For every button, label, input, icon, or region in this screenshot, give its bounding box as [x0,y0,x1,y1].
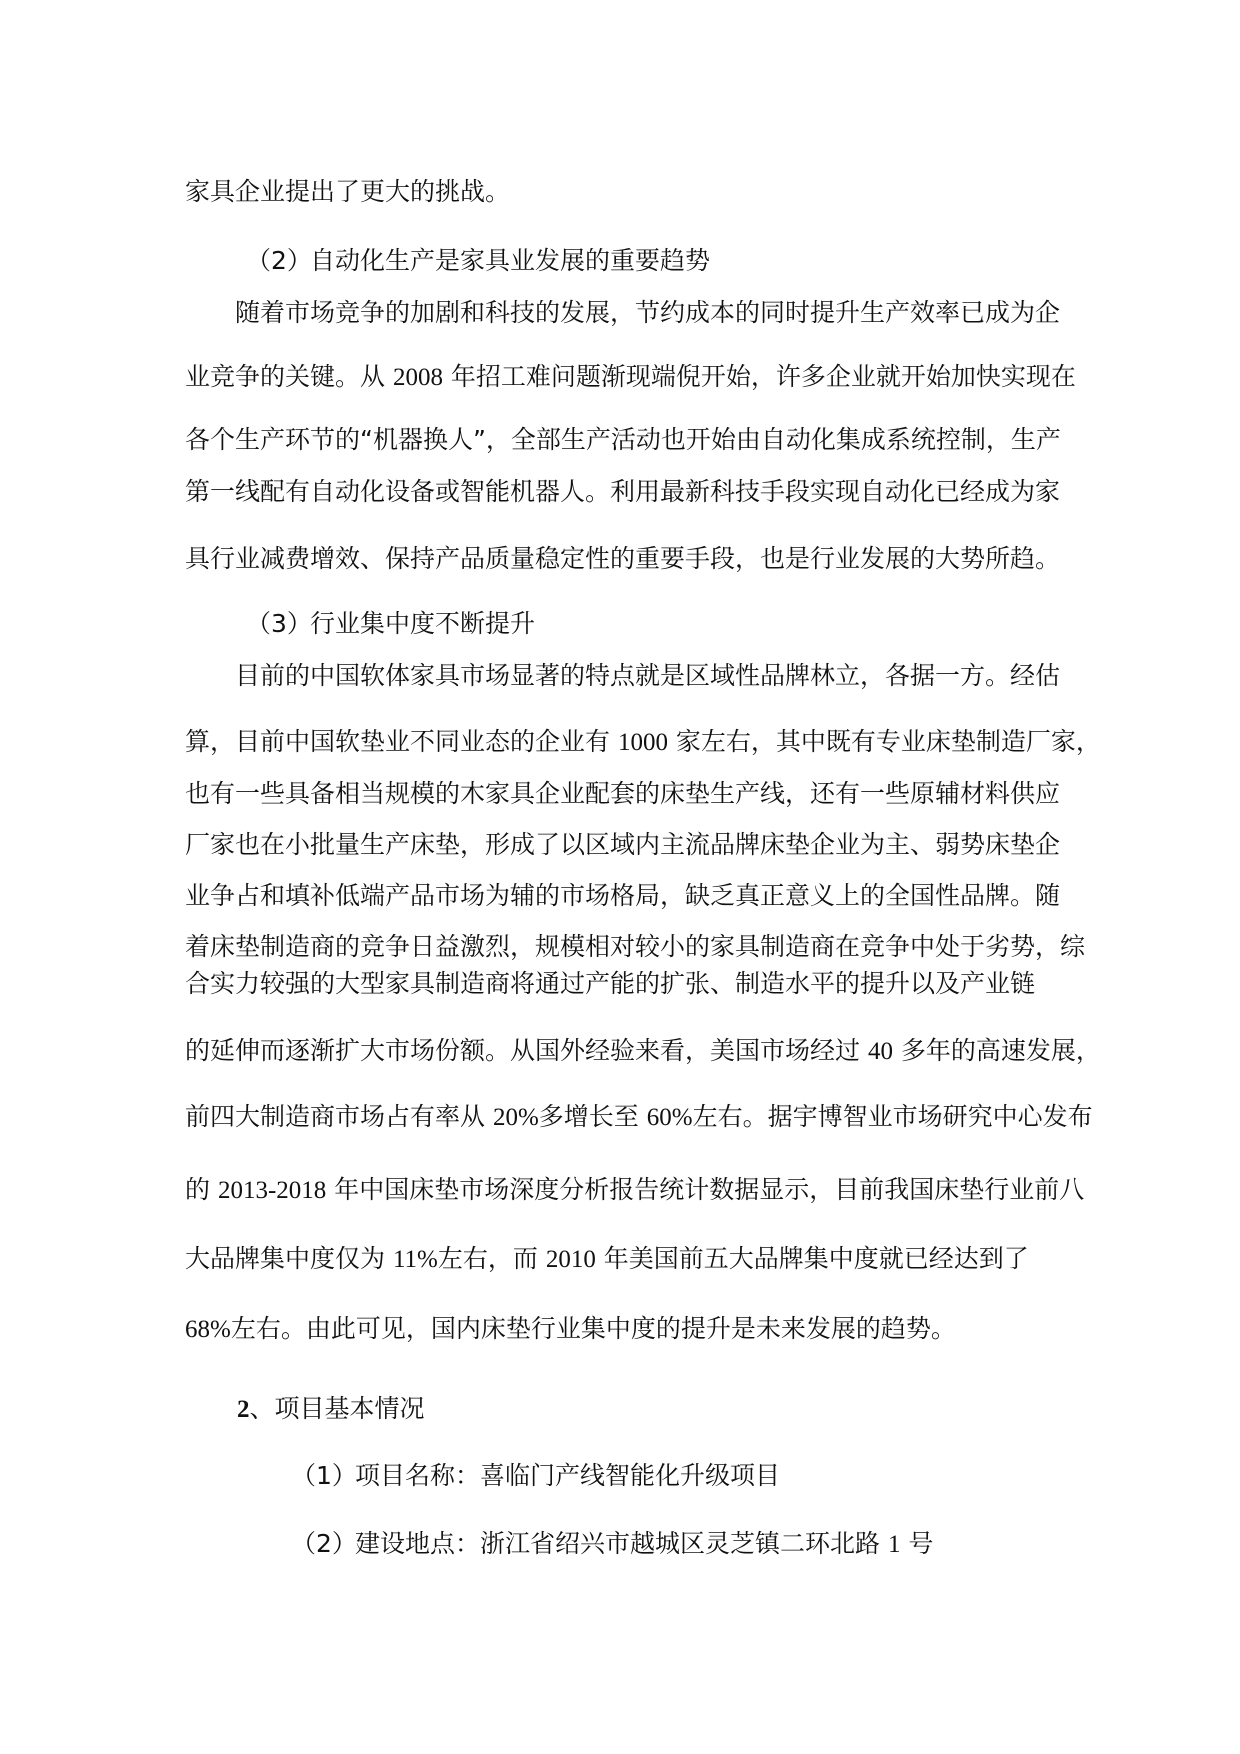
text-line: 业争占和填补低端产品市场为辅的市场格局，缺乏真正意义上的全国性品牌。随 [185,881,1061,910]
text-line: 家具企业提出了更大的挑战。 [185,177,511,206]
subsection-heading [246,245,710,277]
text-line: 前四大制造商市场占有率从 20%多增长至 60%左右。据宇博智业市场研究中心发布 [185,1102,1093,1131]
text-line: 68%左右。由此可见，国内床垫行业集中度的提升是未来发展的趋势。 [185,1314,956,1343]
text-line: 第一线配有自动化设备或智能机器人。利用最新科技手段实现自动化已经成为家 [185,477,1061,506]
subsection-number: （3） [246,609,312,638]
text-line: 具行业减费增效、保持产品质量稳定性的重要手段，也是行业发展的大势所趋。 [185,544,1061,573]
section-number: 2 [237,1396,250,1423]
text-line: 算，目前中国软垫业不同业态的企业有 1000 家左右，其中既有专业床垫制造厂家， [185,727,1101,756]
text-line: 合实力较强的大型家具制造商将通过产能的扩张、制造水平的提升以及产业链 [185,969,1036,998]
text-line: 各个生产环节的“机器换人”，全部生产活动也开始由自动化集成系统控制，生产 [185,425,1061,454]
list-item-text: 建设地点：浙江省绍兴市越城区灵芝镇二环北路 1 号 [355,1529,934,1558]
subsection-title: 自动化生产是家具业发展的重要趋势 [310,246,711,275]
text-line: 业竞争的关键。从 2008 年招工难问题渐现端倪开始，许多企业就开始加快实现在 [185,362,1076,391]
text-line: 也有一些具备相当规模的木家具企业配套的床垫生产线，还有一些原辅材料供应 [185,779,1061,808]
subsection-title: 行业集中度不断提升 [310,609,536,638]
text-line: 厂家也在小批量生产床垫，形成了以区域内主流品牌床垫企业为主、弱势床垫企 [185,830,1061,859]
text-line: 随着市场竞争的加剧和科技的发展，节约成本的同时提升生产效率已成为企 [235,298,1061,327]
list-item [291,1528,933,1561]
text-line: 着床垫制造商的竞争日益激烈，规模相对较小的家具制造商在竞争中处于劣势，综 [185,932,1086,961]
section-title: 、项目基本情况 [249,1394,425,1423]
list-item [291,1460,780,1492]
list-item-number: （2） [291,1529,357,1558]
text-line: 的延伸而逐渐扩大市场份额。从国外经验来看，美国市场经过 40 多年的高速发展， [185,1036,1101,1065]
text-line: 目前的中国软体家具市场显著的特点就是区域性品牌林立，各据一方。经估 [235,661,1061,690]
list-item-number: （1） [291,1461,357,1490]
subsection-heading [246,608,535,640]
section-heading [237,1393,425,1426]
list-item-text: 项目名称：喜临门产线智能化升级项目 [355,1461,781,1490]
text-line: 的 2013-2018 年中国床垫市场深度分析报告统计数据显示，目前我国床垫行业前八 [185,1175,1085,1204]
subsection-number: （2） [246,246,312,275]
text-line: 大品牌集中度仅为 11%左右，而 2010 年美国前五大品牌集中度就已经达到了 [185,1244,1029,1273]
